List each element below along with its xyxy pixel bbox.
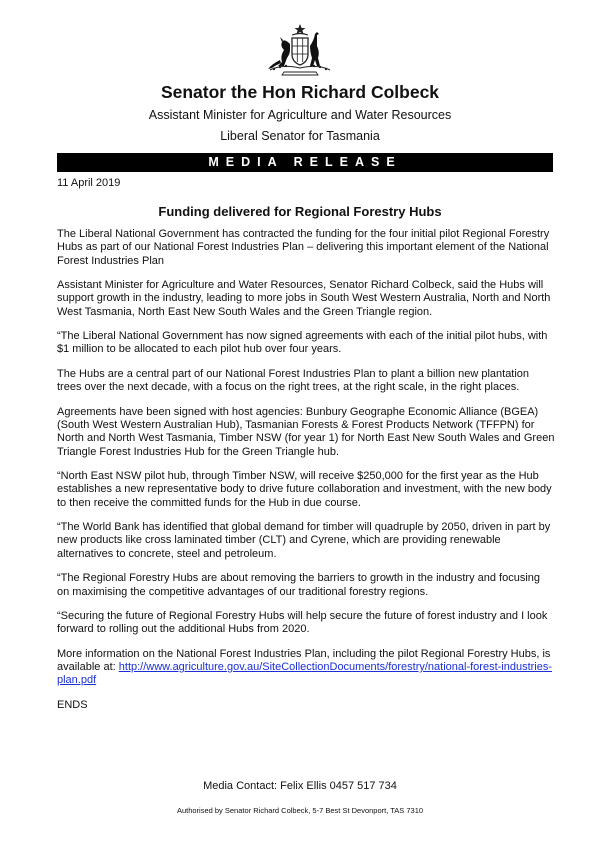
media-release-banner: MEDIA RELEASE <box>57 153 553 172</box>
paragraph: Assistant Minister for Agriculture and Water Resources, Senator Richard Colbeck, said the Hubs will support growth in the industry, leading to more jobs in South West Western Australia, North and North West Tasmania, North East New South Wales and the Green Triangle region. <box>57 279 551 318</box>
paragraph: “Securing the future of Regional Forestry Hubs will help secure the future of forest industry and I look forward to rolling out the additional Hubs from 2020. <box>57 610 548 636</box>
plan-document-link[interactable]: http://www.agriculture.gov.au/SiteCollectionDocuments/forestry/national-forest-industries-plan.pdf <box>57 661 553 687</box>
paragraph: Agreements have been signed with host agencies: Bunbury Geographe Economic Alliance (BGEA) (South West Western Australian Hub), Tasmanian Forests & Forest Products Network (TFFPN) for North and North West Tasmania, Timber NSW (for year 1) for North East New South Wales and Green Triangle Forest Industries Hub for the Green Triangle hub. <box>57 405 555 458</box>
coat-of-arms-icon <box>262 22 338 78</box>
electorate: Liberal Senator for Tasmania <box>220 129 380 143</box>
paragraph: The Liberal National Government has contracted the funding for the four initial pilot Regional Forestry Hubs as part of our National Forest Industries Plan – delivering this important element of the National Forest Industries Plan <box>57 228 550 267</box>
paragraph: “North East NSW pilot hub, through Timber NSW, will receive $250,000 for the first year as the Hub establishes a new representative body to drive future collaboration and investment, with the new body to then receive the committed funds for the Hub in due course. <box>57 470 552 509</box>
more-info-paragraph <box>57 648 555 688</box>
authorisation-statement: Authorised by Senator Richard Colbeck, 5-7 Best St Devonport, TAS 7310 <box>176 806 424 815</box>
paragraph: “The Liberal National Government has now signed agreements with each of the initial pilot hubs, with $1 million to be allocated to each pilot hub over four years. <box>57 330 548 356</box>
paragraph: The Hubs are a central part of our National Forest Industries Plan to plant a billion new plantation trees over the next decade, with a focus on the right trees, at the right scale, in the right places. <box>57 367 530 394</box>
senator-name: Senator the Hon Richard Colbeck <box>160 82 440 102</box>
more-info-text: More information on the National Forest Industries Plan, including the pilot Regional Forestry Hubs, is available at: <box>57 647 551 674</box>
paragraph: “The World Bank has identified that global demand for timber will quadruple by 2050, driven in part by new products like cross laminated timber (CLT) and Cyrene, which are providing renewable alternatives to concrete, steel and petroleum. <box>57 521 551 560</box>
ends-marker: ENDS <box>57 698 88 711</box>
headline: Funding delivered for Regional Forestry Hubs <box>158 204 442 219</box>
release-date: 11 April 2019 <box>57 177 121 189</box>
release-body <box>57 228 555 712</box>
minister-role: Assistant Minister for Agriculture and Water Resources <box>148 108 452 122</box>
paragraph: “The Regional Forestry Hubs are about removing the barriers to growth in the industry and focusing on maximising the competitive advantages of our traditional forestry regions. <box>57 572 541 598</box>
media-contact: Media Contact: Felix Ellis 0457 517 734 <box>203 780 397 792</box>
